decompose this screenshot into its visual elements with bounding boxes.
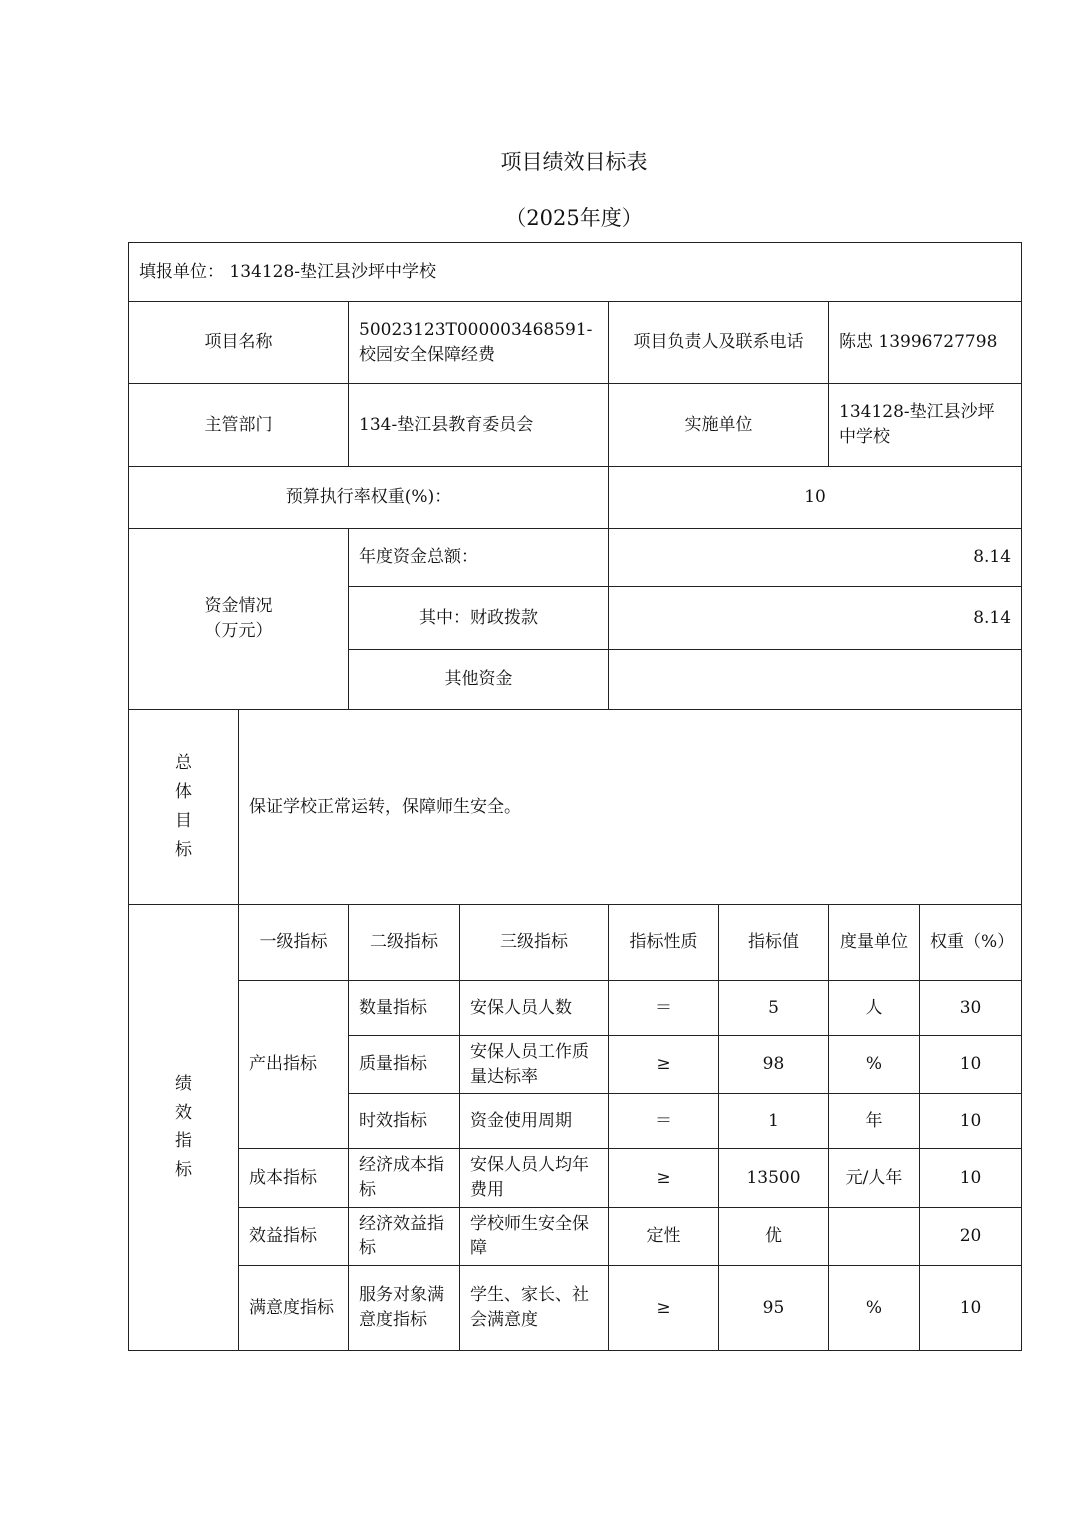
value-cell: 98 (719, 1036, 829, 1094)
header-nature: 指标性质 (609, 905, 719, 981)
level2-cell: 数量指标 (349, 981, 460, 1036)
department-label: 主管部门 (129, 384, 349, 467)
project-leader-value: 陈忠 13996727798 (829, 302, 1022, 384)
nature-cell: ＝ (609, 981, 719, 1036)
unit-cell: 人 (829, 981, 920, 1036)
department-value: 134-垫江县教育委员会 (349, 384, 609, 467)
project-leader-label: 项目负责人及联系电话 (609, 302, 829, 384)
nature-cell: ≥ (609, 1149, 719, 1207)
overall-goal-text: 保证学校正常运转，保障师生安全。 (239, 710, 1022, 905)
level1-benefit: 效益指标 (239, 1207, 349, 1265)
level3-cell: 学生、家长、社会满意度 (460, 1265, 609, 1350)
overall-goal-label-text: 总体目标 (174, 753, 192, 860)
performance-target-table (128, 242, 1022, 1351)
level2-cell: 服务对象满意度指标 (349, 1265, 460, 1350)
level1-cost: 成本指标 (239, 1149, 349, 1207)
indicators-label (129, 905, 239, 1351)
level1-satisfaction: 满意度指标 (239, 1265, 349, 1350)
table-row (129, 1149, 1022, 1207)
level2-cell: 时效指标 (349, 1094, 460, 1149)
weight-cell: 10 (920, 1036, 1022, 1094)
header-weight: 权重（%） (920, 905, 1022, 981)
header-level2: 二级指标 (349, 905, 460, 981)
header-value: 指标值 (719, 905, 829, 981)
unit-cell: % (829, 1036, 920, 1094)
level2-cell: 经济成本指标 (349, 1149, 460, 1207)
nature-cell: ≥ (609, 1036, 719, 1094)
budget-rate-label: 预算执行率权重(%)： (129, 467, 609, 529)
level2-cell: 经济效益指标 (349, 1207, 460, 1265)
value-cell: 优 (719, 1207, 829, 1265)
funds-fiscal-label: 其中：财政拨款 (349, 587, 609, 650)
indicators-label-text: 绩效指标 (174, 1073, 192, 1181)
overall-goal-label (129, 710, 239, 905)
weight-cell: 10 (920, 1149, 1022, 1207)
table-row (129, 1265, 1022, 1350)
weight-cell: 10 (920, 1265, 1022, 1350)
level1-output: 产出指标 (239, 981, 349, 1149)
header-level3: 三级指标 (460, 905, 609, 981)
value-cell: 1 (719, 1094, 829, 1149)
project-name-label: 项目名称 (129, 302, 349, 384)
funds-label-text: 资金情况（万元） (204, 596, 273, 641)
page-subtitle: （2025年度） (505, 206, 643, 230)
level3-cell: 资金使用周期 (460, 1094, 609, 1149)
level3-cell: 学校师生安全保障 (460, 1207, 609, 1265)
reporting-unit: 填报单位： 134128-垫江县沙坪中学校 (129, 243, 1022, 302)
table-row (129, 1207, 1022, 1265)
table-row (129, 981, 1022, 1036)
funds-total-value: 8.14 (609, 529, 1022, 587)
header-unit: 度量单位 (829, 905, 920, 981)
implementing-unit-value: 134128-垫江县沙坪中学校 (829, 384, 1022, 467)
unit-cell: 年 (829, 1094, 920, 1149)
unit-cell (829, 1207, 920, 1265)
unit-cell: % (829, 1265, 920, 1350)
value-cell: 95 (719, 1265, 829, 1350)
nature-cell: ≥ (609, 1265, 719, 1350)
funds-other-label: 其他资金 (349, 650, 609, 710)
level3-cell: 安保人员工作质量达标率 (460, 1036, 609, 1094)
value-cell: 5 (719, 981, 829, 1036)
level3-cell: 安保人员人数 (460, 981, 609, 1036)
implementing-unit-label: 实施单位 (609, 384, 829, 467)
weight-cell: 30 (920, 981, 1022, 1036)
value-cell: 13500 (719, 1149, 829, 1207)
funds-total-label: 年度资金总额： (349, 529, 609, 587)
weight-cell: 10 (920, 1094, 1022, 1149)
weight-cell: 20 (920, 1207, 1022, 1265)
funds-other-value (609, 650, 1022, 710)
project-name-value: 50023123T000003468591-校园安全保障经费 (349, 302, 609, 384)
page-title: 项目绩效目标表 (500, 150, 648, 174)
funds-fiscal-value: 8.14 (609, 587, 1022, 650)
level2-cell: 质量指标 (349, 1036, 460, 1094)
header-level1: 一级指标 (239, 905, 349, 981)
unit-cell: 元/人年 (829, 1149, 920, 1207)
budget-rate-value: 10 (609, 467, 1022, 529)
funds-label (129, 529, 349, 710)
level3-cell: 安保人员人均年费用 (460, 1149, 609, 1207)
nature-cell: ＝ (609, 1094, 719, 1149)
nature-cell: 定性 (609, 1207, 719, 1265)
